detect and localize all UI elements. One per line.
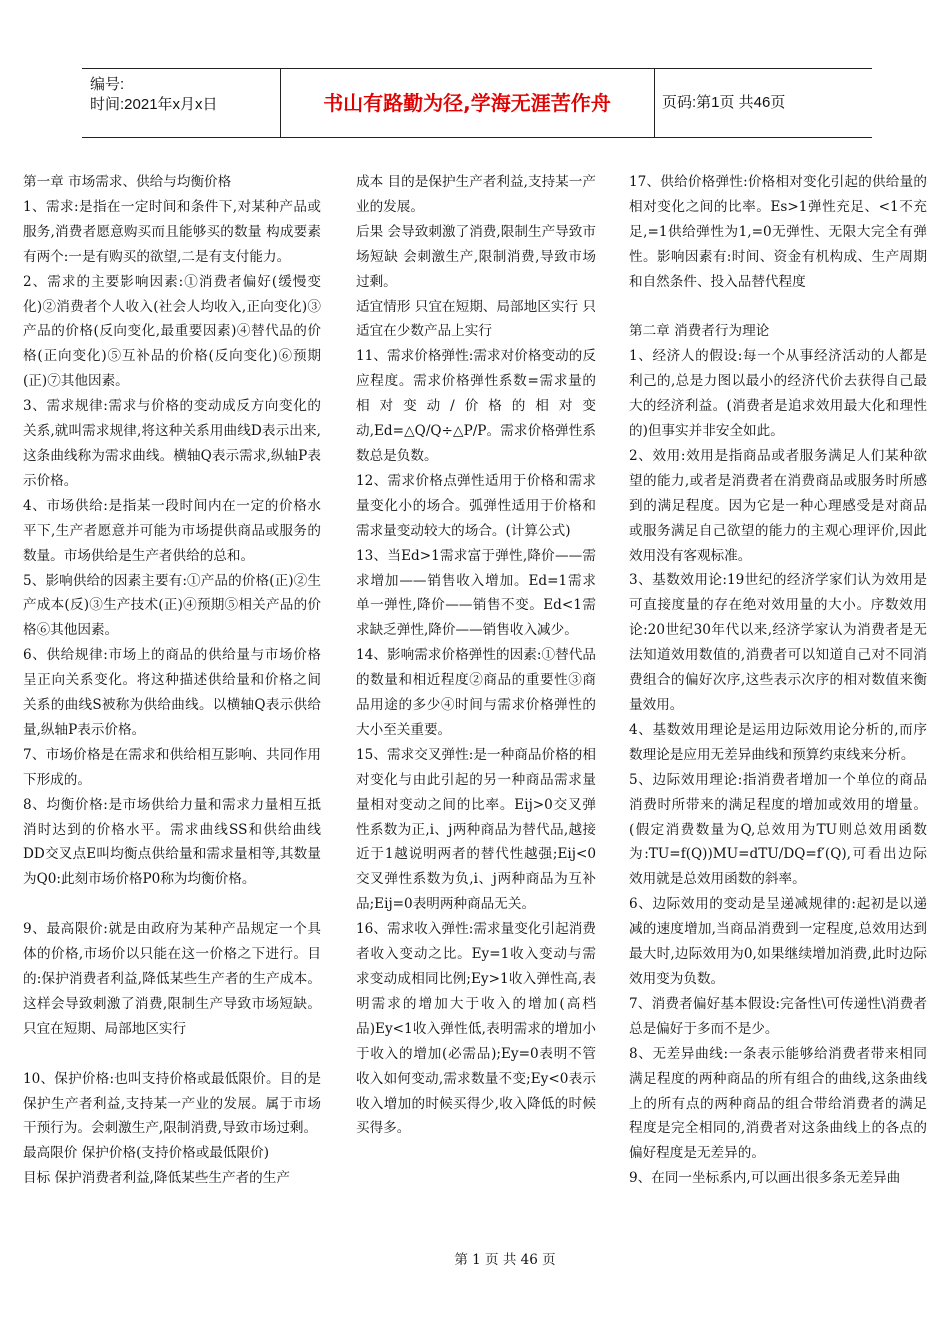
page-footer <box>0 1248 950 1268</box>
paragraph: 8、无差异曲线:一条表示能够给消费者带来相同满足程度的两种商品的所有组合的曲线,这条曲线上的所有点的两种商品的组合带给消费者的满足程度是完全相同的,消费者对这条曲线上的各点的偏好程度是无差异的。 <box>629 1045 927 1162</box>
footer-page-number: 第 1 页 共 46 页 <box>454 1252 556 1268</box>
paragraph: 4、基数效用理论是运用边际效用论分析的,而序数理论是应用无差异曲线和预算约束线来分析。 <box>629 721 927 763</box>
page-header <box>82 68 872 138</box>
paragraph: 适宜情形 只宜在短期、局部地区实行 只适宜在少数产品上实行 <box>356 298 596 340</box>
paragraph: 12、需求价格点弹性适用于价格和需求量变化小的场合。弧弹性适用于价格和需求量变动较大的场合。(计算公式) <box>356 472 596 539</box>
paragraph: 2、效用:效用是指商品或者服务满足人们某种欲望的能力,或者是消费者在消费商品或服务时所感到的满足程度。因为它是一种心理感受是对商品或服务满足自己欲望的能力的主观心理评价,因此效用没有客观标准。 <box>629 447 927 564</box>
page-number-label: 页码:第1页 共46页 <box>662 94 786 111</box>
paragraph: 17、供给价格弹性:价格相对变化引起的供给量的相对变化之间的比率。Es>1弹性充足、<1不充足,=1供给弹性为1,=0无弹性、无限大完全有弹性。影响因素有:时间、资金有机构成、生产周期和自然条件、投入品替代程度 <box>629 174 927 290</box>
paragraph: 10、保护价格:也叫支持价格或最低限价。目的是保护生产者利益,支持某一产业的发展。属于市场干预行为。会刺激生产,限制消费,导致市场过剩。 <box>23 1070 321 1137</box>
paragraph: 3、基数效用论:19世纪的经济学家们认为效用是可直接度量的存在绝对效用量的大小。序数效用论:20世纪30年代以来,经济学家认为消费者是无法知道效用数值的,消费者可以知道自己对不同消费组合的偏好次序,这些表示次序的相对数值来衡量效用。 <box>629 572 927 714</box>
paragraph: 14、影响需求价格弹性的因素:①替代品的数量和相近程度②商品的重要性③商品用途的多少④时间与需求价格弹性的大小至关重要。 <box>356 647 596 738</box>
paragraph: 最高限价 保护价格(支持价格或最低限价) <box>23 1145 270 1162</box>
header-motto-cell <box>280 69 655 137</box>
document-time-label: 时间:2021年x月x日 <box>90 96 218 113</box>
paragraph: 6、供给规律:市场上的商品的供给量与市场价格呈正向关系变化。将这种描述供给量和价格之间关系的曲线S被称为供给曲线。以横轴Q表示供给量,纵轴P表示价格。 <box>23 647 321 738</box>
header-page-cell <box>654 69 872 137</box>
document-number-label: 编号: <box>90 76 125 93</box>
paragraph: 7、市场价格是在需求和供给相互影响、共同作用下形成的。 <box>23 746 321 788</box>
paragraph: 7、消费者偏好基本假设:完备性\可传递性\消费者总是偏好于多而不是少。 <box>629 995 927 1037</box>
text-column-3 <box>629 170 927 1191</box>
paragraph: 第二章 消费者行为理论 <box>629 323 770 340</box>
paragraph: 4、市场供给:是指某一段时间内在一定的价格水平下,生产者愿意并可能为市场提供商品或服务的数量。市场供给是生产者供给的总和。 <box>23 497 321 564</box>
text-column-1 <box>23 170 321 1191</box>
paragraph: 5、影响供给的因素主要有:①产品的价格(正)②生产成本(反)③生产技术(正)④预期⑤相关产品的价格⑥其他因素。 <box>23 572 321 639</box>
header-meta-cell <box>82 69 281 137</box>
paragraph: 第一章 市场需求、供给与均衡价格 <box>23 174 232 190</box>
paragraph: 16、需求收入弹性:需求量变化引起消费者收入变动之比。Ey=1收入变动与需求变动成相同比例;Ey>1收入弹性高,表明需求的增加大于收入的增加(高档品)Ey<1收入弹性低,表明需求的增加小于收入的增加(必需品);Ey=0表明不管收入如何变动,需求数量不变;Ey<0表示收入增加的时候买得少,收入降低的时候买得多。 <box>356 921 596 1137</box>
paragraph: 8、均衡价格:是市场供给力量和需求力量相互抵消时达到的价格水平。需求曲线SS和供给曲线DD交叉点E叫均衡点供给量和需求量相等,其数量为Q0:此刻市场价格P0称为均衡价格。 <box>23 796 321 888</box>
paragraph: 9、在同一坐标系内,可以画出很多条无差异曲 <box>629 1170 901 1187</box>
paragraph: 3、需求规律:需求与价格的变动成反方向变化的关系,就叫需求规律,将这种关系用曲线D表示出来,这条曲线称为需求曲线。横轴Q表示需求,纵轴P表示价格。 <box>23 398 321 489</box>
motto-text: 书山有路勤为径,学海无涯苦作舟 <box>323 91 611 115</box>
paragraph: 5、边际效用理论:指消费者增加一个单位的商品消费时所带来的满足程度的增加或效用的增量。(假定消费数量为Q,总效用为TU则总效用函数为:TU=f(Q))MU=dTU/DQ=f′(Q),可看出边际效用就是总效用函数的斜率。 <box>629 771 927 888</box>
paragraph-spacer <box>23 1042 321 1067</box>
paragraph: 目标 保护消费者利益,降低某些生产者的生产 <box>23 1170 290 1187</box>
paragraph: 13、当Ed>1需求富于弹性,降价——需求增加——销售收入增加。Ed=1需求单一弹性,降价——销售不变。Ed<1需求缺乏弹性,降价——销售收入减少。 <box>356 547 596 639</box>
paragraph: 成本 目的是保护生产者利益,支持某一产业的发展。 <box>356 174 596 215</box>
paragraph: 1、经济人的假设:每一个从事经济活动的人都是利己的,总是力图以最小的经济代价去获得自己最大的经济利益。(消费者是追求效用最大化和理性的)但事实并非安全如此。 <box>629 348 927 440</box>
paragraph: 11、需求价格弹性:需求对价格变动的反应程度。需求价格弹性系数=需求量的相对变动/价格的相对变动,Ed=△Q/Q÷△P/P。需求价格弹性系数总是负数。 <box>356 348 596 464</box>
paragraph: 后果 会导致刺激了消费,限制生产导致市场短缺 会刺激生产,限制消费,导致市场过剩。 <box>356 223 596 290</box>
text-column-2 <box>356 170 596 1141</box>
paragraph: 1、需求:是指在一定时间和条件下,对某种产品或服务,消费者愿意购买而且能够买的数量 构成要素有两个:一是有购买的欲望,二是有支付能力。 <box>23 198 321 265</box>
paragraph: 9、最高限价:就是由政府为某种产品规定一个具体的价格,市场价以只能在这一价格之下进行。目的:保护消费者利益,降低某些生产者的生产成本。这样会导致刺激了消费,限制生产导致市场短缺。只宜在短期、局部地区实行 <box>23 921 321 1037</box>
paragraph-spacer <box>629 295 927 320</box>
paragraph: 15、需求交叉弹性:是一种商品价格的相对变化与由此引起的另一种商品需求量量相对变动之间的比率。Eij>0交叉弹性系数为正,i、j两种商品为替代品,越接近于1越说明两者的替代性越强;Eij<0交叉弹性系数为负,i、j两种商品为互补品;Eij=0表明两种商品无关。 <box>356 746 596 913</box>
paragraph-spacer <box>23 892 321 917</box>
paragraph: 2、需求的主要影响因素:①消费者偏好(缓慢变化)②消费者个人收入(社会人均收入,正向变化)③产品的价格(反向变化,最重要因素)④替代品的价格(正向变化)⑤互补品的价格(反向变化)⑥预期(正)⑦其他因素。 <box>23 273 321 390</box>
paragraph: 6、边际效用的变动是呈递减规律的:起初是以递减的速度增加,当商品消费到一定程度,总效用达到最大时,边际效用为0,如果继续增加消费,此时边际效用变为负数。 <box>629 896 927 987</box>
